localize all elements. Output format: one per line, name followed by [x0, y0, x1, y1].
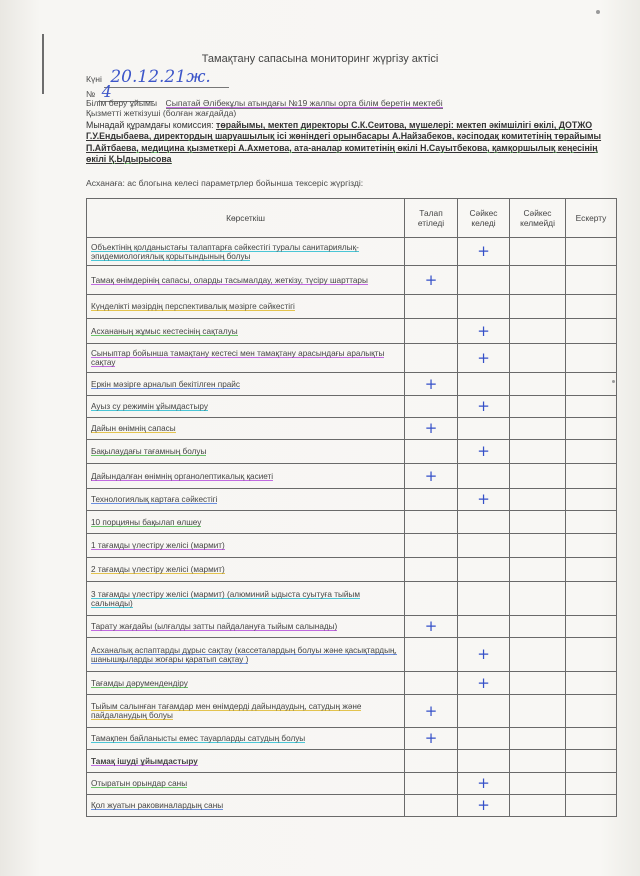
noncompliant-cell	[510, 464, 566, 489]
indicator-cell	[87, 418, 405, 440]
noncompliant-cell	[510, 373, 566, 396]
compliant-cell	[458, 750, 510, 773]
indicator-text: Отыратын орындар саны	[91, 779, 188, 788]
check-plus-mark: +	[477, 321, 490, 340]
indicator-text: Бақылаудағы тағамның болуы	[91, 447, 207, 456]
number-value: 4	[98, 82, 154, 102]
required-cell	[405, 795, 458, 817]
compliant-cell	[458, 266, 510, 295]
compliant-cell	[458, 672, 510, 695]
indicator-cell	[87, 511, 405, 534]
check-plus-mark: +	[477, 348, 490, 367]
table-body	[87, 238, 617, 817]
table-row	[87, 695, 617, 728]
noncompliant-cell	[510, 616, 566, 638]
indicator-text: Тамақ ішуді ұйымдастыру	[91, 756, 198, 766]
table-row	[87, 750, 617, 773]
compliant-cell	[458, 695, 510, 728]
compliant-cell	[458, 773, 510, 795]
note-cell	[566, 558, 617, 582]
indicator-cell	[87, 373, 405, 396]
noncompliant-cell	[510, 266, 566, 295]
table-header-row	[87, 199, 617, 238]
indicator-text: Еркін мәзірге арналып бекітілген прайс	[91, 379, 240, 389]
compliant-cell	[458, 795, 510, 817]
note-cell	[566, 319, 617, 344]
note-cell	[566, 582, 617, 616]
compliant-cell	[458, 440, 510, 464]
compliant-cell	[458, 582, 510, 616]
indicator-cell	[87, 795, 405, 817]
noncompliant-cell	[510, 582, 566, 616]
required-cell	[405, 672, 458, 695]
supplier-label: Қызметті жеткізуші (болған жағдайда)	[86, 108, 237, 118]
table-row	[87, 558, 617, 582]
indicator-text: Дайын өнімнің сапасы	[91, 424, 176, 433]
col-header-note: Ескерту	[566, 199, 617, 238]
indicator-cell	[87, 638, 405, 672]
required-cell	[405, 464, 458, 489]
required-cell	[405, 295, 458, 319]
table-row	[87, 373, 617, 396]
table-row	[87, 418, 617, 440]
table-row	[87, 295, 617, 319]
note-cell	[566, 440, 617, 464]
note-cell	[566, 695, 617, 728]
noncompliant-cell	[510, 238, 566, 266]
table-row	[87, 489, 617, 511]
indicator-cell	[87, 344, 405, 373]
note-cell	[566, 418, 617, 440]
required-cell	[405, 558, 458, 582]
indicator-text: Күнделікті мәзірдің перспективалық мәзірге сәйкестігі	[91, 302, 295, 311]
required-cell	[405, 440, 458, 464]
check-plus-mark: +	[424, 729, 438, 747]
school-value: Сыпатай Әлібекұлы атындағы №19 жалпы орта білім беретін мектебі	[165, 98, 443, 108]
col-header-required: Талап етіледі	[405, 199, 458, 238]
check-plus-mark: +	[424, 419, 438, 437]
indicator-text: 1 тағамды үлестіру желісі (мармит)	[91, 541, 225, 550]
table-row	[87, 773, 617, 795]
indicator-cell	[87, 773, 405, 795]
indicator-text: 2 тағамды үлестіру желісі (мармит)	[91, 565, 225, 574]
noncompliant-cell	[510, 558, 566, 582]
indicator-cell	[87, 534, 405, 558]
compliant-cell	[458, 295, 510, 319]
compliant-cell	[458, 319, 510, 344]
indicator-text: Қол жуатын раковиналардың саны	[91, 801, 224, 810]
required-cell	[405, 695, 458, 728]
indicator-cell	[87, 238, 405, 266]
compliant-cell	[458, 511, 510, 534]
noncompliant-cell	[510, 795, 566, 817]
required-cell	[405, 396, 458, 418]
indicator-cell	[87, 672, 405, 695]
table-row	[87, 396, 617, 418]
table-row	[87, 266, 617, 295]
noncompliant-cell	[510, 440, 566, 464]
indicator-text: Тағамды дәрумендендіру	[91, 678, 188, 688]
table-row	[87, 511, 617, 534]
table-row	[87, 728, 617, 750]
noncompliant-cell	[510, 418, 566, 440]
monitoring-table	[86, 198, 617, 817]
note-cell	[566, 728, 617, 750]
note-cell	[566, 672, 617, 695]
indicator-cell	[87, 464, 405, 489]
check-plus-mark: +	[477, 442, 490, 460]
required-cell	[405, 773, 458, 795]
scan-dot	[596, 10, 600, 14]
note-cell	[566, 773, 617, 795]
indicator-text: Тамақ өнімдерінің сапасы, оларды тасымалдау, жеткізу, түсіру шарттары	[91, 275, 368, 285]
indicator-cell	[87, 489, 405, 511]
indicator-cell	[87, 558, 405, 582]
indicator-text: Асханалық аспаптарды дұрыс сақтау (кассеталардың болуы және қасықтардың, шанышқыларды жоғары қаратып сақтау )	[91, 645, 397, 664]
col-header-indicator: Көрсеткіш	[87, 199, 405, 238]
noncompliant-cell	[510, 728, 566, 750]
required-cell	[405, 750, 458, 773]
compliant-cell	[458, 396, 510, 418]
required-cell	[405, 344, 458, 373]
table-row	[87, 238, 617, 266]
indicator-text: Дайындалған өнімнің органолептикалық қасиеті	[91, 471, 274, 481]
indicator-text: Сыныптар бойынша тамақтану кестесі мен тамақтану арасындағы аралықты сақтау	[91, 349, 385, 367]
required-cell	[405, 418, 458, 440]
note-cell	[566, 534, 617, 558]
compliant-cell	[458, 558, 510, 582]
indicator-text: 10 порцияны бақылап өлшеу	[91, 517, 202, 527]
compliant-cell	[458, 464, 510, 489]
indicator-cell	[87, 266, 405, 295]
compliant-cell	[458, 373, 510, 396]
note-cell	[566, 795, 617, 817]
indicator-cell	[87, 396, 405, 418]
check-plus-mark: +	[477, 397, 490, 415]
note-cell	[566, 266, 617, 295]
indicator-text: Асхананың жұмыс кестесінің сақталуы	[91, 326, 238, 336]
document-title: Тамақтану сапасына мониторинг жүргізу актісі	[201, 53, 439, 65]
noncompliant-cell	[510, 489, 566, 511]
check-plus-mark: +	[477, 796, 490, 814]
indicator-text: Ауыз су режимін ұйымдастыру	[91, 402, 208, 411]
date-label: Күні	[86, 74, 102, 84]
table-row	[87, 344, 617, 373]
compliant-cell	[458, 728, 510, 750]
compliant-cell	[458, 534, 510, 558]
compliant-cell	[458, 616, 510, 638]
table-row	[87, 672, 617, 695]
compliant-cell	[458, 638, 510, 672]
check-plus-mark: +	[424, 617, 438, 635]
table-row	[87, 795, 617, 817]
compliant-cell	[458, 418, 510, 440]
note-cell	[566, 295, 617, 319]
check-plus-mark: +	[477, 673, 490, 692]
indicator-cell	[87, 440, 405, 464]
check-plus-mark: +	[424, 701, 438, 720]
table-row	[87, 440, 617, 464]
required-cell	[405, 582, 458, 616]
commission-text: төрайымы, мектеп директоры С.К.Сеитова, мүшелері: мектеп әкімшілігі өкілі, ДОТЖО Г.У.Ендыбаева, директордың шаруашылық ісі жөніндегі орынбасары А.Найзабеков, кәсіподақ комитетінің төрайымы П.Айтбаева, медицина қызметкері А.Ахметова, ата-аналар комитетінің өкілі Н.Сауытбекова, қамқоршылық кеңесінің өкілі Қ.Ыдырысова	[86, 120, 602, 164]
indicator-cell	[87, 319, 405, 344]
noncompliant-cell	[510, 750, 566, 773]
note-cell	[566, 238, 617, 266]
check-plus-mark: +	[477, 645, 490, 663]
required-cell	[405, 238, 458, 266]
school-label: Білім беру ұйымы	[86, 98, 158, 108]
check-plus-mark: +	[477, 242, 490, 260]
check-plus-mark: +	[477, 490, 490, 508]
indicator-text: Тарату жағдайы (ылғалды затты пайдалануға тыйым салынады)	[91, 622, 338, 631]
col-header-noncompliant: Сәйкес келмейді	[510, 199, 566, 238]
required-cell	[405, 489, 458, 511]
noncompliant-cell	[510, 319, 566, 344]
table-row	[87, 319, 617, 344]
noncompliant-cell	[510, 295, 566, 319]
required-cell	[405, 534, 458, 558]
noncompliant-cell	[510, 773, 566, 795]
indicator-cell	[87, 295, 405, 319]
note-cell	[566, 464, 617, 489]
note-cell	[566, 750, 617, 773]
supplier-row	[86, 108, 236, 119]
intro-line: Асханаға: ас блогына келесі параметрлер бойынша тексеріс жүргізді:	[86, 178, 364, 188]
number-label: №	[86, 89, 96, 99]
indicator-text: Тыйым салынған тағамдар мен өнімдерді дайындаудың, сатудың және пайдаланудың болуы	[91, 702, 362, 720]
required-cell	[405, 266, 458, 295]
check-plus-mark: +	[424, 270, 438, 289]
noncompliant-cell	[510, 638, 566, 672]
required-cell	[405, 728, 458, 750]
noncompliant-cell	[510, 511, 566, 534]
table-row	[87, 582, 617, 616]
check-plus-mark: +	[424, 466, 438, 485]
noncompliant-cell	[510, 534, 566, 558]
note-cell	[566, 511, 617, 534]
check-plus-mark: +	[477, 774, 490, 792]
compliant-cell	[458, 344, 510, 373]
col-header-compliant: Сәйкес келеді	[458, 199, 510, 238]
required-cell	[405, 319, 458, 344]
required-cell	[405, 373, 458, 396]
indicator-text: 3 тағамды үлестіру желісі (мармит) (алюминий ыдыста суытуға тыйым салынады)	[91, 589, 360, 608]
note-cell	[566, 489, 617, 511]
table-row	[87, 534, 617, 558]
indicator-text: Тамақпен байланысты емес тауарларды сатудың болуы	[91, 734, 306, 743]
note-cell	[566, 616, 617, 638]
required-cell	[405, 616, 458, 638]
noncompliant-cell	[510, 344, 566, 373]
table-row	[87, 464, 617, 489]
table-row	[87, 638, 617, 672]
note-cell	[566, 373, 617, 396]
indicator-cell	[87, 582, 405, 616]
check-plus-mark: +	[424, 374, 438, 393]
noncompliant-cell	[510, 396, 566, 418]
compliant-cell	[458, 238, 510, 266]
indicator-cell	[87, 616, 405, 638]
indicator-text: Технологиялық картаға сәйкестігі	[91, 495, 218, 504]
indicator-text: Объектінің қолданыстағы талаптарға сәйкестігі туралы санитариялық-эпидемиологиялық қорытындының болуы	[91, 242, 359, 261]
required-cell	[405, 511, 458, 534]
commission-paragraph	[86, 120, 614, 165]
table-row	[87, 616, 617, 638]
indicator-cell	[87, 695, 405, 728]
required-cell	[405, 638, 458, 672]
note-cell	[566, 344, 617, 373]
commission-lead: Мынадай құрамдағы комиссия:	[86, 120, 214, 130]
note-cell	[566, 638, 617, 672]
indicator-cell	[87, 750, 405, 773]
noncompliant-cell	[510, 695, 566, 728]
noncompliant-cell	[510, 672, 566, 695]
compliant-cell	[458, 489, 510, 511]
indicator-cell	[87, 728, 405, 750]
date-value: 20.12.21ж.	[104, 67, 228, 88]
note-cell	[566, 396, 617, 418]
